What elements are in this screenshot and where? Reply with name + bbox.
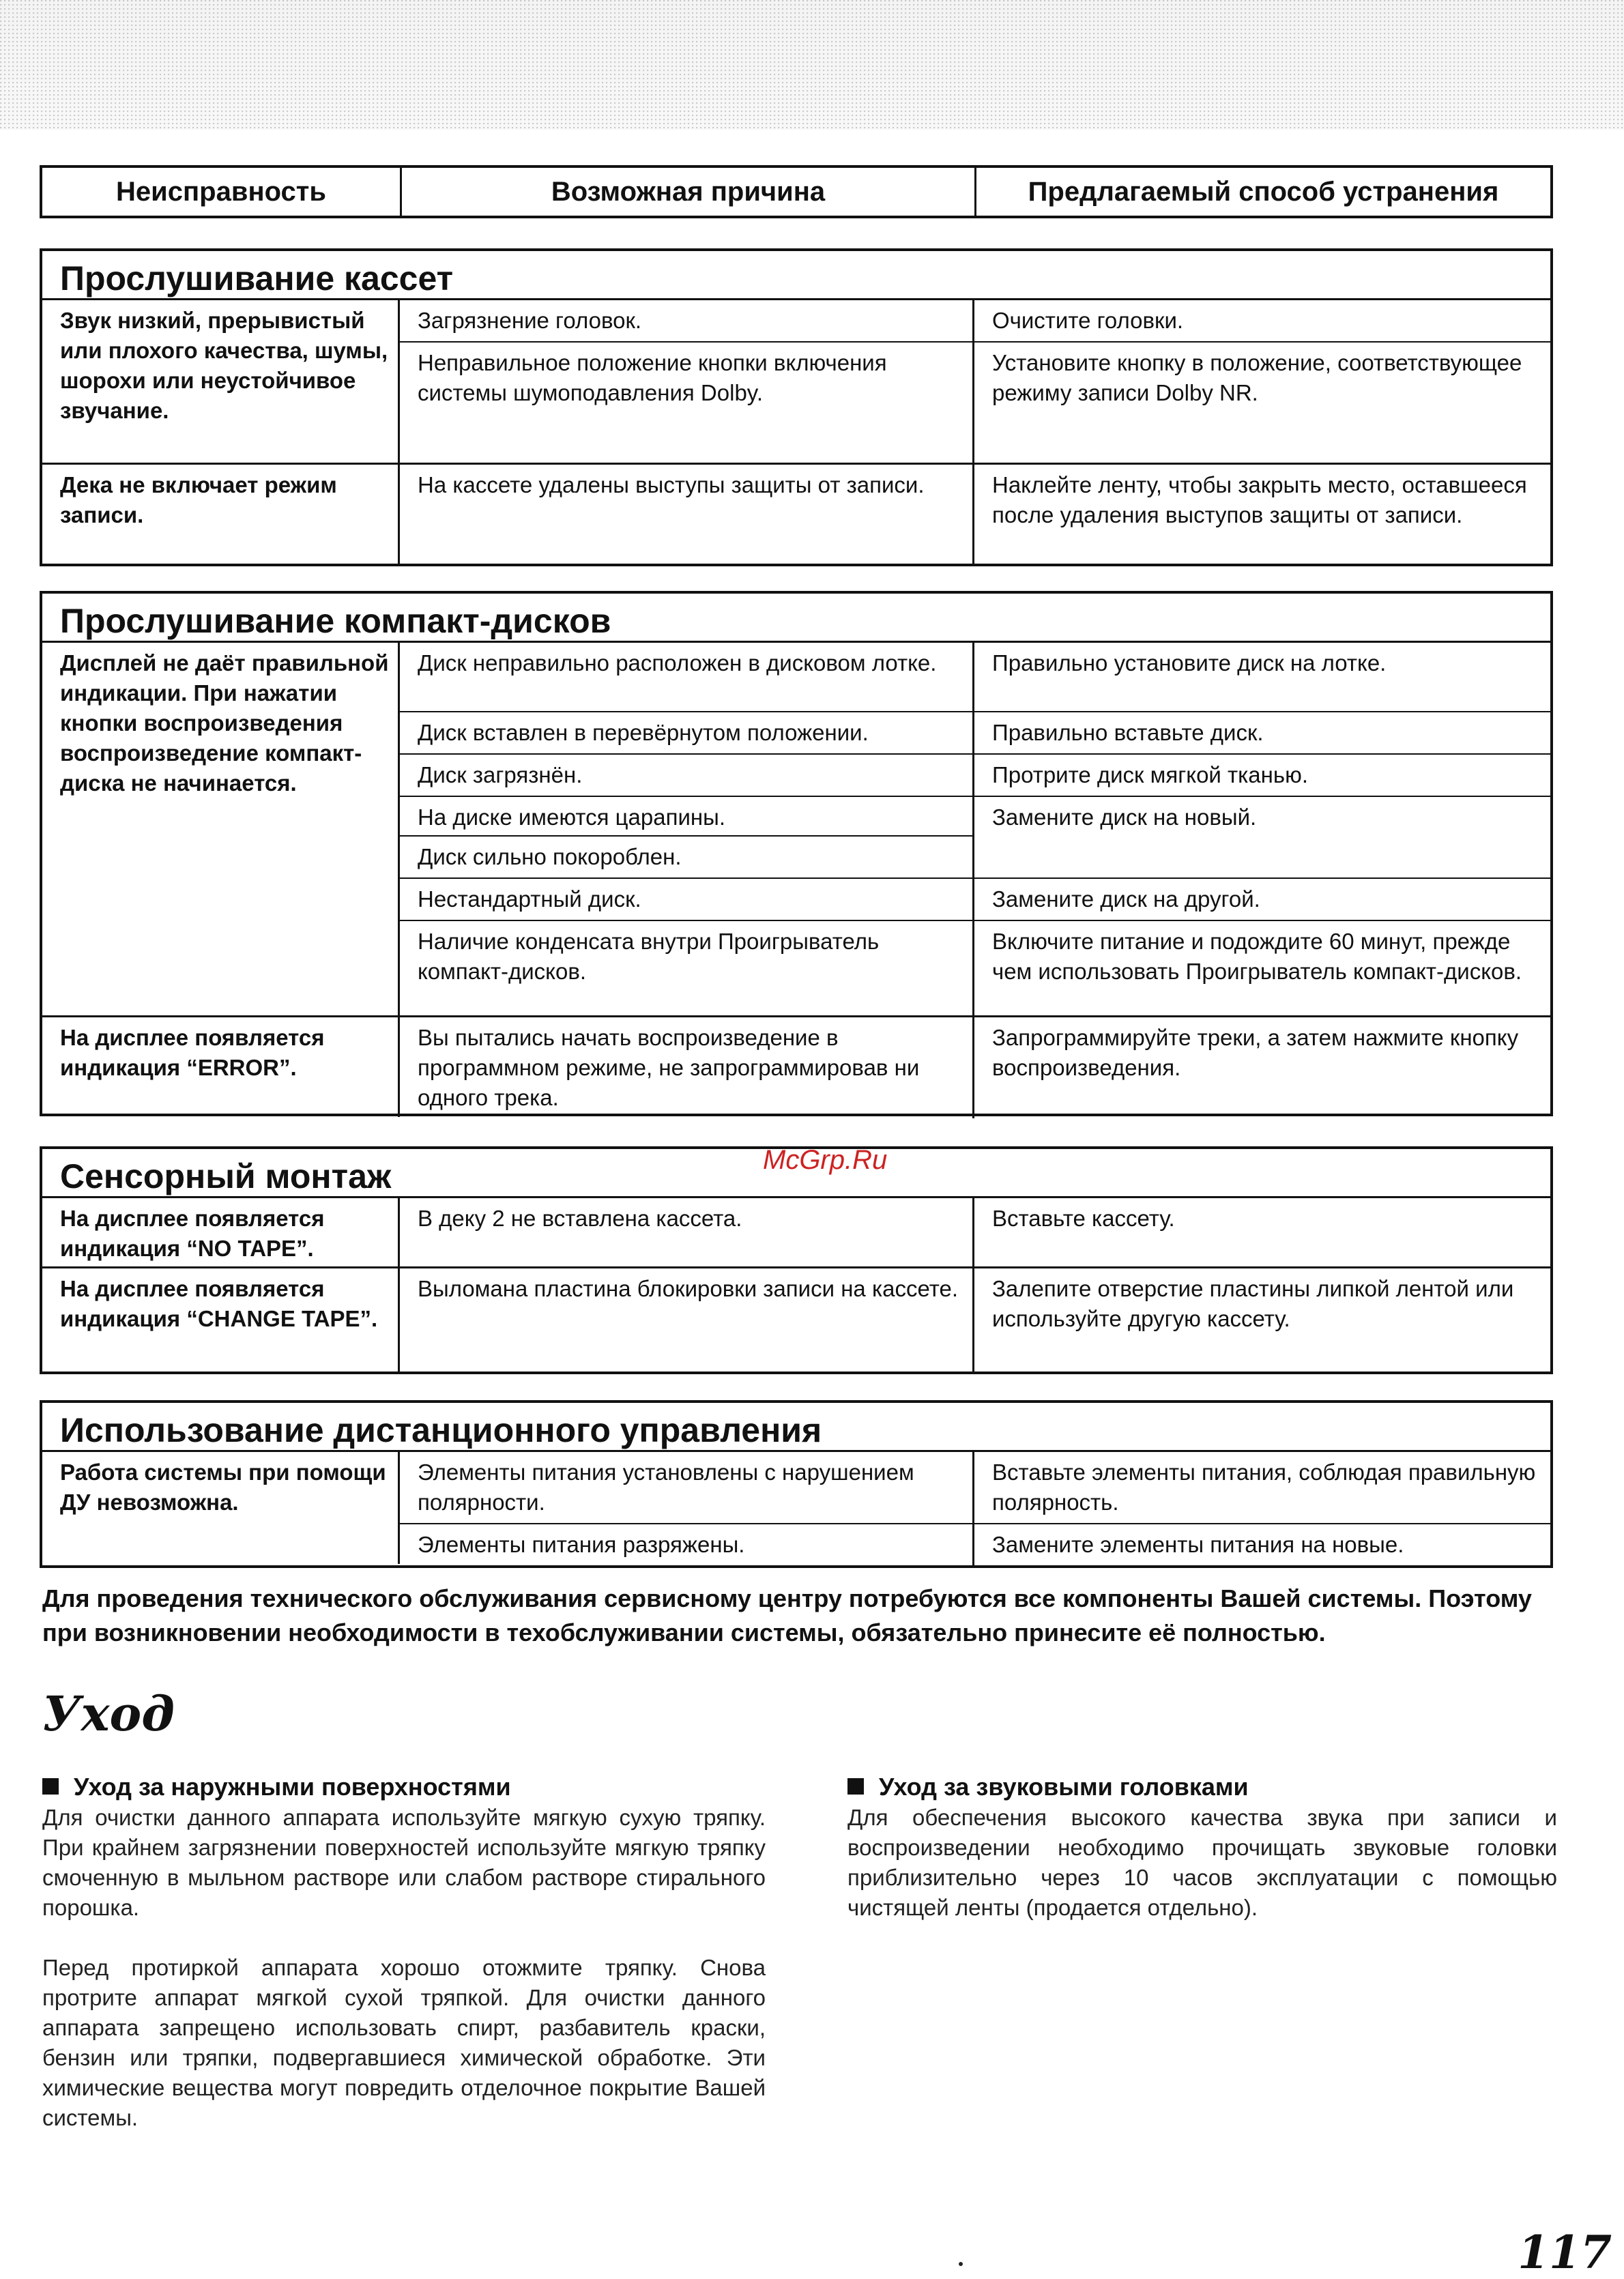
cause-text: На кассете удалены выступы защиты от записи. [400,465,974,564]
fault-group [42,1198,1550,1268]
remedy-text: Замените диск на другой. [992,886,1260,912]
care-left-column [42,1771,766,2133]
cause-text: Элементы питания разряжены. [400,1524,974,1565]
square-bullet-icon [42,1778,59,1795]
remedy-text: Очистите головки. [992,308,1184,333]
section-cassettes [40,248,1553,566]
section-title: Сенсорный монтаж [42,1149,1550,1198]
fault-text: На дисплее появляется индикация “CHANGE TAPE”. [42,1268,400,1372]
remedy-text: Запрограммируйте треки, а затем нажмите кнопку воспроизведения. [992,1025,1519,1080]
cause-text: На диске имеются царапины. [400,797,974,837]
header-cause: Возможная причина [400,168,974,216]
care-right-heading: Уход за звуковыми головками [847,1771,1557,1803]
fault-text: Работа системы при помощи ДУ невозможна. [42,1452,400,1564]
fault-text: На дисплее появляется индикация “NO TAPE”. [42,1198,400,1266]
fault-text: Дисплей не даёт правильной индикации. При нажатии кнопки воспроизведения воспроизведение компакт-диска не начинается. [42,643,400,1015]
square-bullet-icon [847,1778,864,1795]
remedy-text: Наклейте ленту, чтобы закрыть место, оставшееся после удаления выступов защиты от записи. [992,472,1527,527]
fault-group [42,1452,1550,1564]
cause-text: Выломана пластина блокировки записи на кассете. [400,1268,974,1372]
table-row [400,643,1550,712]
cause-text: Диск сильно покороблен. [418,844,682,869]
table-row-merged [400,797,1550,879]
table-header [40,165,1553,218]
table-row [400,1198,1550,1266]
fault-group [42,643,1550,1017]
watermark: McGrp.Ru [763,1145,888,1175]
fault-text: На дисплее появляется индикация “ERROR”. [42,1017,400,1117]
table-row [400,712,1550,755]
section-title: Прослушивание компакт-дисков [42,594,1550,643]
table-row [400,755,1550,797]
scan-noise [0,0,1624,130]
remedy-text: Вставьте кассету. [992,1206,1175,1231]
section-title: Использование дистанционного управления [42,1403,1550,1452]
fault-text: Дека не включает режим записи. [42,465,400,564]
section-touch-editing [40,1146,1553,1374]
table-row [400,879,1550,921]
table-row [400,343,1550,463]
care-left-paragraph-1: Для очистки данного аппарата используйте мягкую сухую тряпку. При крайнем загрязнении поверхностей используйте мягкую тряпку смоченную в мыльном растворе или слабом растворе стирального порошка. [42,1805,766,1920]
fault-group [42,465,1550,564]
fault-group [42,1017,1550,1117]
fault-group [42,300,1550,465]
fault-text: Звук низкий, прерывистый или плохого качества, шумы, шорохи или неустойчивое звучание. [42,300,400,463]
remedy-text: Вставьте элементы питания, соблюдая правильную полярность. [992,1460,1536,1515]
table-row [400,1524,1550,1565]
table-row [400,921,1550,1015]
cause-text: Нестандартный диск. [400,879,974,920]
remedy-text: Замените диск на новый. [992,804,1257,830]
cause-text: Загрязнение головок. [400,300,974,341]
header-remedy: Предлагаемый способ устранения [974,168,1550,216]
section-cds [40,591,1553,1116]
remedy-text: Замените элементы питания на новые. [992,1532,1404,1557]
page-number: 117 [1518,2226,1612,2279]
care-title: Уход [42,1685,175,1742]
table-row [400,1017,1550,1118]
cause-text: Неправильное положение кнопки включения системы шумоподавления Dolby. [400,343,974,463]
cause-text: Диск неправильно расположен в дисковом лотке. [400,643,974,711]
section-title: Прослушивание кассет [42,251,1550,300]
cause-text: Элементы питания установлены с нарушением полярности. [400,1452,974,1523]
table-row [400,1268,1550,1372]
section-remote-control [40,1400,1553,1568]
remedy-text: Правильно установите диск на лотке. [992,650,1387,676]
care-right-column [847,1771,1557,1923]
cause-text: Наличие конденсата внутри Проигрыватель компакт-дисков. [400,921,974,1015]
remedy-text: Правильно вставьте диск. [992,720,1264,745]
care-left-paragraph-2: Перед протиркой аппарата хорошо отожмите тряпку. Снова протрите аппарат мягкой сухой тряпкой. Для очистки данного аппарата запрещено использовать спирт, разбавитель краски, бензин или тряпки, подвергавшиеся химической обработке. Эти химические вещества могут повредить отделочное покрытие Вашей системы. [42,1955,766,2130]
table-row [400,300,1550,343]
remedy-text: Протрите диск мягкой тканью. [992,762,1308,787]
table-row [400,465,1550,564]
care-left-heading: Уход за наружными поверхностями [42,1771,766,1803]
remedy-text: Включите питание и подождите 60 минут, прежде чем использовать Проигрыватель компакт-дисков. [992,929,1522,984]
fault-group [42,1268,1550,1372]
remedy-text: Установите кнопку в положение, соответствующее режиму записи Dolby NR. [992,350,1522,405]
care-right-paragraph: Для обеспечения высокого качества звука при записи и воспроизведении необходимо прочищать звуковые головки приблизительно через 10 часов эксплуатации с помощью чистящей ленты (продается отдельно). [847,1805,1557,1920]
header-fault: Неисправность [116,176,326,207]
cause-text: Вы пытались начать воспроизведение в программном режиме, не запрограммировав ни одного трека. [400,1017,974,1118]
service-note: Для проведения технического обслуживания сервисному центру потребуются все компоненты Вашей системы. Поэтому при возникновении необходимости в техобслуживании системы, обязательно принесите её полностью. [42,1584,1532,1646]
cause-text: Диск вставлен в перевёрнутом положении. [400,712,974,753]
table-row [400,1452,1550,1524]
remedy-text: Залепите отверстие пластины липкой лентой или используйте другую кассету. [992,1276,1514,1331]
cause-text: В деку 2 не вставлена кассета. [400,1198,974,1266]
stray-dot [959,2262,963,2266]
cause-text: Диск загрязнён. [400,755,974,796]
